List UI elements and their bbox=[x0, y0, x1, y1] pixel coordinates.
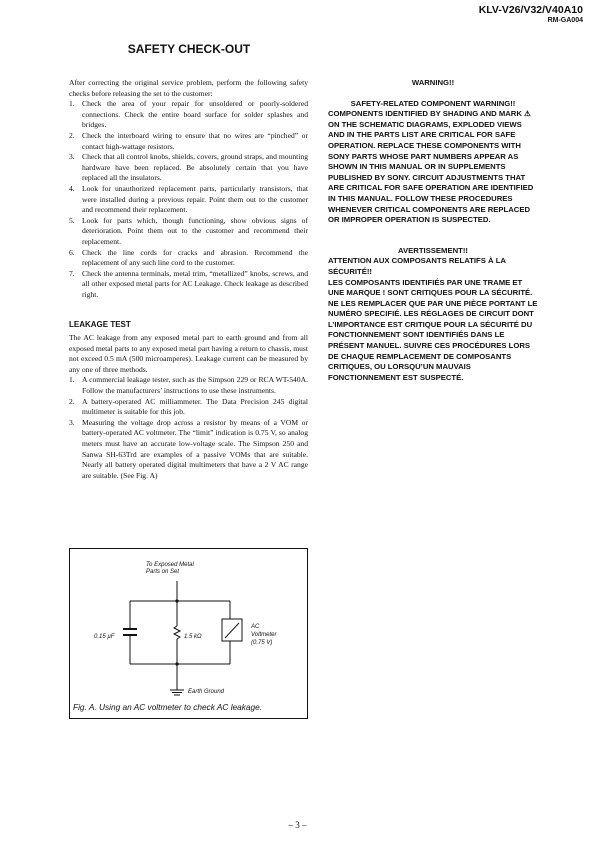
avertissement-subheading: ATTENTION AUX COMPOSANTS RELATIFS À LA SÉCURITÉ!! bbox=[328, 256, 506, 276]
junction-dot-bottom bbox=[175, 662, 178, 665]
junction-dot-top bbox=[175, 599, 178, 602]
right-column bbox=[328, 78, 538, 383]
list-item: 1. Check the area of your repair for unsoldered or poorly-soldered connections. Check the entire board surface for solder splashes and bridges. bbox=[69, 99, 308, 130]
label-resistor: 1.5 kΩ bbox=[184, 634, 202, 640]
header-code: RM-GA004 bbox=[547, 17, 583, 24]
avertissement-body: LES COMPOSANTS IDENTIFIÉS PAR UNE TRAME ET UNE MARQUE ! SONT CRITIQUES POUR LA SÉCURITÉ. NE LES REMPLACER QUE PAR UNE PIÈCE PORTANT LE NUMÉRO SPECIFIÉ. LES RÉGLAGES DE CIRCUIT DONT L’IMPORTANCE EST CRITIQUE POUR LA SÉCURITÉ DU FONCTIONNEMENT SONT IDENTIFIÉS DANS LE PRÉSENT MANUEL. SUIVRE CES PROCÉDURES LORS DE CHAQUE REMPLACEMENT DE COMPOSANTS CRITIQUES, OU LORSQU’UN MAUVAIS FONCTIONNEMENT EST SUSPECTÉ. bbox=[328, 277, 538, 382]
page-title: SAFETY CHECK-OUT bbox=[127, 42, 251, 56]
label-meter-2: Voltmeter bbox=[251, 632, 277, 638]
list-item: 3. Check that all control knobs, shields, covers, ground straps, and mounting hardware have been replaced. Be absolutely certain that you have replaced all the insulators. bbox=[69, 152, 308, 183]
voltmeter-needle bbox=[225, 623, 239, 638]
list-item: 3. Measuring the voltage drop across a resistor by means of a VOM or battery-operated AC voltmeter. The “limit” indication is 0.75 V, so analog meters must have an accurate low-voltage scale. The Simpson 250 and Sanwa SH-63Trd are examples of a passive VOMs that are suitable. Nearly all battery operated digital multimeters that have a 2 V AC range are suitable. (See Fig. A) bbox=[69, 417, 308, 480]
label-exposed-metal-1: To Exposed Metal bbox=[146, 562, 194, 568]
list-item: 6. Check the line cords for cracks and abrasion. Recommend the replacement of any such line cord to the customer. bbox=[69, 247, 308, 268]
list-item: 7. Check the antenna terminals, metal trim, “metallized” knobs, screws, and all other exposed metal parts for AC Leakage. Check leakage as described right. bbox=[69, 268, 308, 299]
list-item: 2. A battery-operated AC milliammeter. The Data Precision 245 digital multimeter is suitable for this job. bbox=[69, 396, 308, 417]
avertissement-heading: AVERTISSEMENT!! bbox=[398, 245, 468, 255]
resistor-symbol bbox=[174, 626, 180, 639]
warning-body: COMPONENTS IDENTIFIED BY SHADING AND MARK ⚠ ON THE SCHEMATIC DIAGRAMS, EXPLODED VIEWS AND IN THE PARTS LIST ARE CRITICAL FOR SAFE OPERATION. REPLACE THESE COMPONENTS WITH SONY PARTS WHOSE PART NUMBERS APPEAR AS SHOWN IN THIS MANUAL OR IN SUPPLEMENTS PUBLISHED BY SONY. CIRCUIT ADJUSTMENTS THAT ARE CRITICAL FOR SAFE OPERATION ARE IDENTIFIED IN THIS MANUAL. FOLLOW THESE PROCEDURES WHENEVER CRITICAL COMPONENTS ARE REPLACED OR IMPROPER OPERATION IS SUSPECTED. bbox=[328, 109, 534, 225]
header-model: KLV-V26/V32/V40A10 bbox=[478, 4, 583, 16]
label-capacitor: 0.15 µF bbox=[94, 634, 115, 640]
page-number: – 3 – bbox=[288, 820, 307, 830]
leakage-heading: LEAKAGE TEST bbox=[69, 320, 131, 330]
warning-subheading: SAFETY-RELATED COMPONENT WARNING!! bbox=[350, 98, 516, 108]
safety-intro: After correcting the original service problem, perform the following safety checks before releasing the set to the customer: bbox=[69, 78, 308, 98]
figure-caption: Fig. A. Using an AC voltmeter to check AC leakage. bbox=[73, 702, 263, 712]
label-exposed-metal-2: Parts on Set bbox=[146, 569, 180, 575]
list-item: 1. A commercial leakage tester, such as the Simpson 229 or RCA WT-540A. Follow the manufacturers’ instructions to use these instruments. bbox=[69, 375, 308, 396]
label-earth-ground: Earth Ground bbox=[188, 689, 225, 695]
warning-heading: WARNING!! bbox=[411, 78, 455, 87]
leakage-intro: The AC leakage from any exposed metal part to earth ground and from all exposed metal parts to any exposed metal part having a return to chassis, must not exceed 0.5 mA (500 microamperes). Leakage current can be measured by any one of three methods. bbox=[69, 333, 308, 374]
label-meter-3: (0.75 V) bbox=[251, 640, 273, 646]
list-item: 5. Look for parts which, though functioning, show obvious signs of deterioration. Point them out to the customer and recommend their replacement. bbox=[69, 215, 308, 246]
leakage-circuit-diagram bbox=[70, 549, 309, 720]
figure-box bbox=[69, 548, 308, 719]
left-column bbox=[69, 78, 308, 481]
leakage-list bbox=[69, 375, 308, 481]
list-item: 2. Check the interboard wiring to ensure that no wires are “pinched” or contact high-wattage resistors. bbox=[69, 130, 308, 151]
list-item: 4. Look for unauthorized replacement parts, particularly transistors, that were installed during a previous repair. Point them out to the customer and recommend their replacement. bbox=[69, 183, 308, 215]
safety-list bbox=[69, 99, 308, 300]
label-meter-1: AC bbox=[251, 624, 260, 630]
